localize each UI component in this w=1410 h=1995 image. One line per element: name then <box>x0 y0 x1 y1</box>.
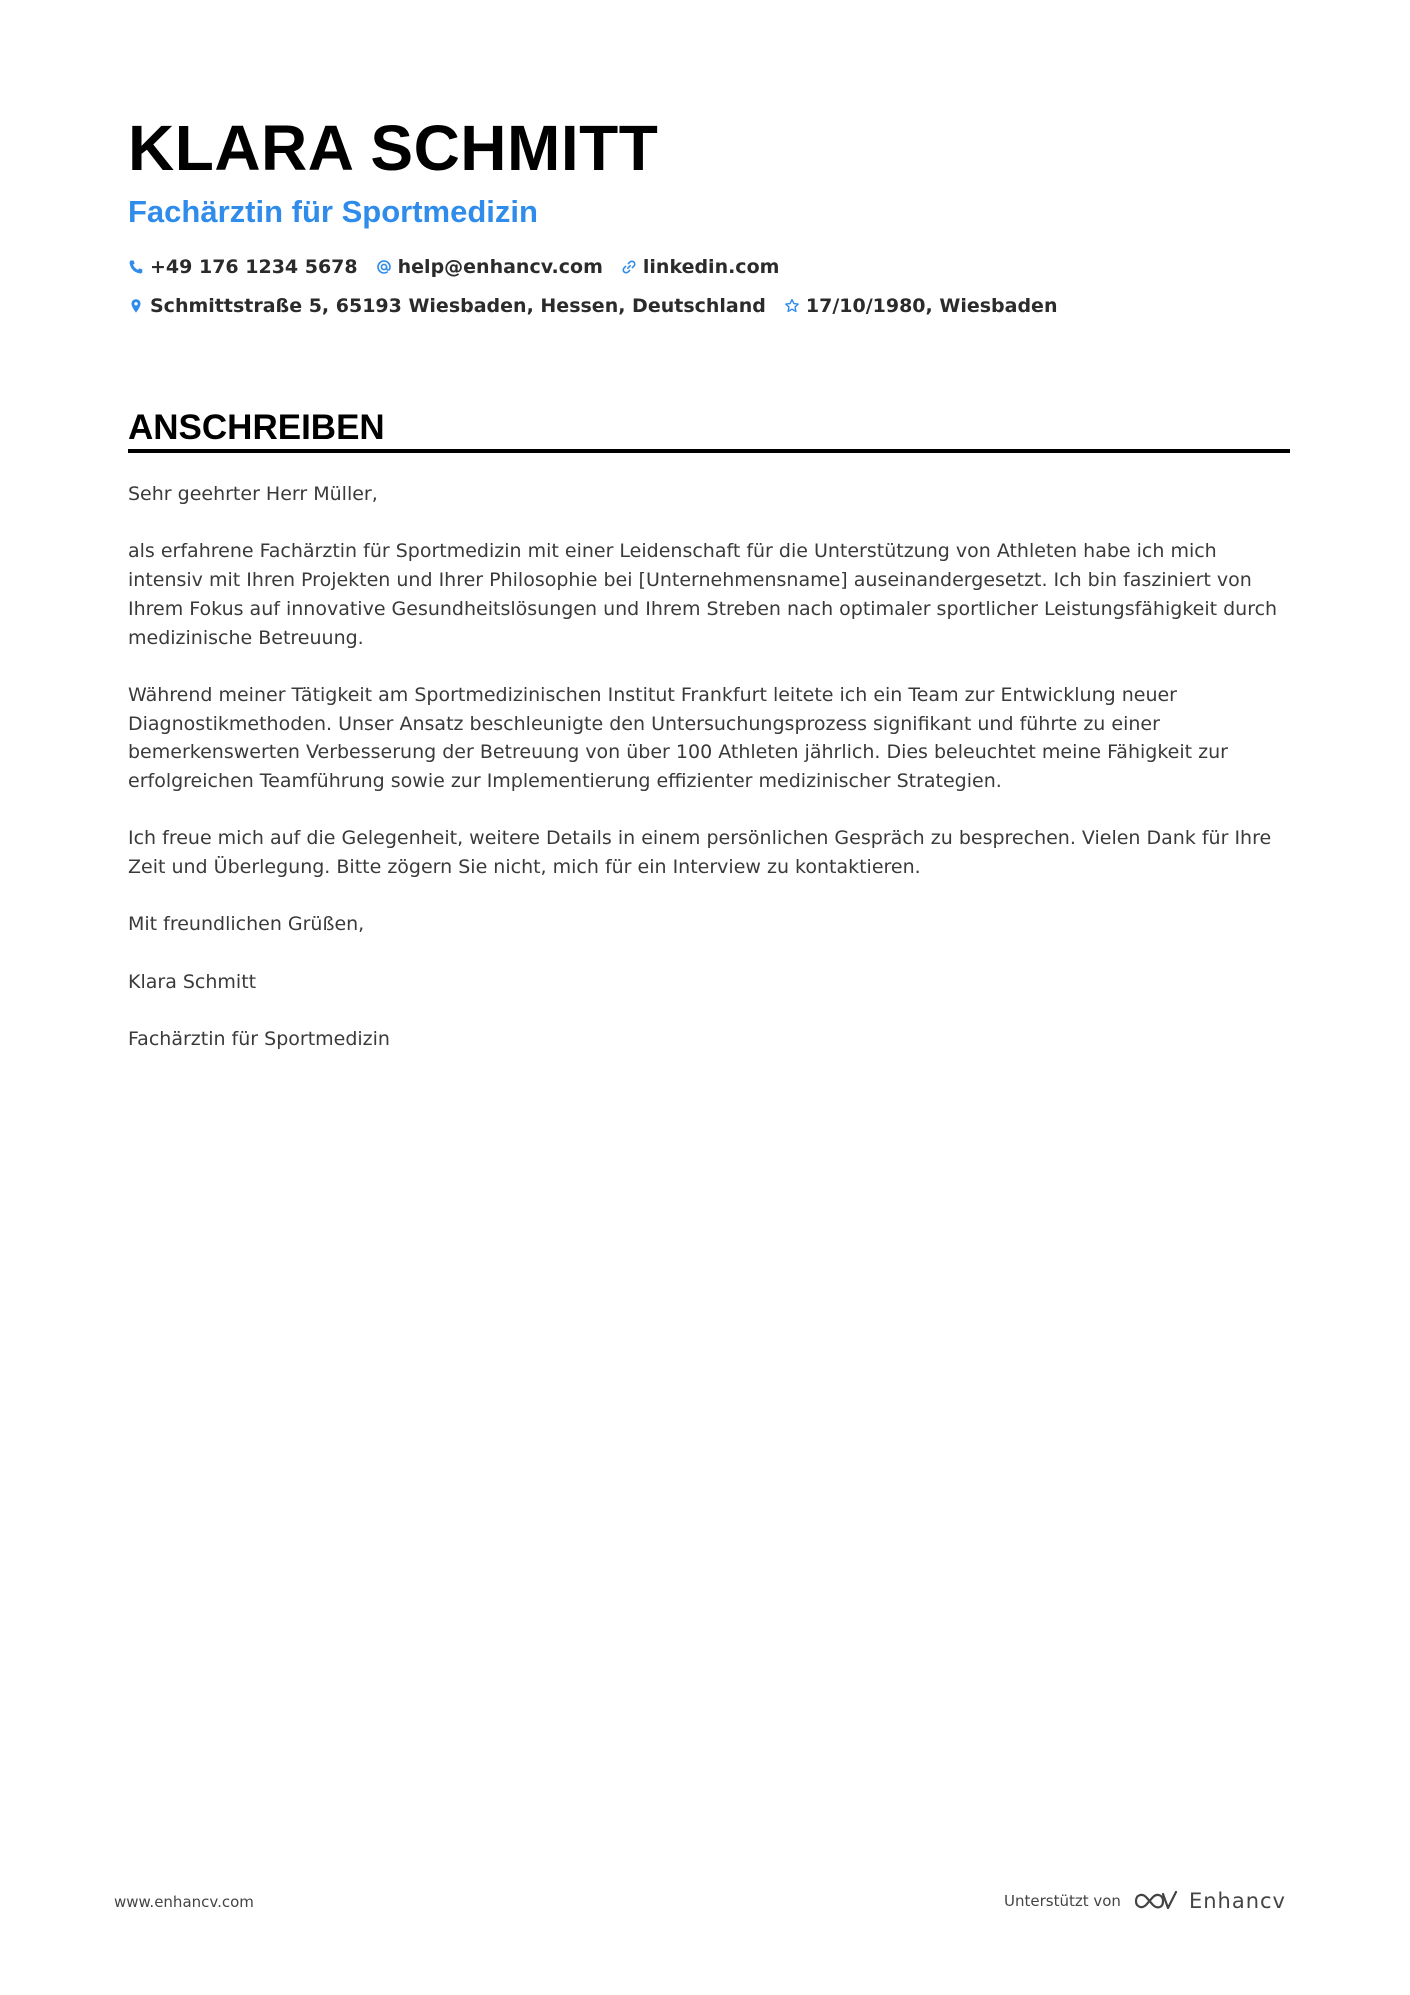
link-icon <box>621 259 637 275</box>
footer-branding <box>1004 1888 1286 1914</box>
signature-title: Fachärztin für Sportmedizin <box>128 1028 390 1051</box>
birth-date-place: 17/10/1980, Wiesbaden <box>805 295 1058 317</box>
contact-linkedin <box>621 253 780 281</box>
contact-birth <box>784 292 1058 320</box>
at-icon <box>376 259 392 275</box>
letter-body <box>128 480 1293 1083</box>
letter-paragraph: als erfahrene Fachärztin für Sportmedizin mit einer Leidenschaft für die Unterstützung von Athleten habe ich mich intensiv mit Ihren Projekten und Ihrer Philosophie bei [Unternehmensname] auseinandergesetzt. Ich bin fasziniert von Ihrem Fokus auf innovative Gesundheitslösungen und Ihrem Streben nach optimaler sportlicher Leistungsfähigkeit durch medizinische Betreuung. <box>128 540 1278 649</box>
powered-by-label: Unterstützt von <box>1004 1892 1121 1910</box>
footer-website-link[interactable]: www.enhancv.com <box>114 1893 254 1911</box>
contact-row-secondary <box>128 292 1075 320</box>
letter-paragraph: Ich freue mich auf die Gelegenheit, weitere Details in einem persönlichen Gespräch zu besprechen. Vielen Dank für Ihre Zeit und Überlegung. Bitte zögern Sie nicht, mich für ein Interview zu kontaktieren. <box>128 827 1272 879</box>
phone-icon <box>128 259 144 275</box>
postal-address: Schmittstraße 5, 65193 Wiesbaden, Hessen, Deutschland <box>150 295 766 317</box>
contact-row-primary <box>128 253 797 281</box>
section-title: ANSCHREIBEN <box>128 408 385 447</box>
section-divider <box>128 449 1290 453</box>
letter-closing: Mit freundlichen Grüßen, <box>128 913 365 936</box>
location-pin-icon <box>128 298 144 314</box>
candidate-title: Fachärztin für Sportmedizin <box>128 194 538 229</box>
star-icon <box>784 298 800 314</box>
brand-name: Enhancv <box>1188 1889 1286 1913</box>
email-address: help@enhancv.com <box>397 256 603 278</box>
letter-paragraph: Während meiner Tätigkeit am Sportmedizinischen Institut Frankfurt leitete ich ein Team zur Entwicklung neuer Diagnostikmethoden. Unser Ansatz beschleunigte den Untersuchungsprozess signifikant und führte zu einer bemerkenswerten Verbesserung der Betreuung von über 100 Athleten jährlich. Dies beleuchtet meine Fähigkeit zur erfolgreichen Teamführung sowie zur Implementierung effizienter medizinischer Strategien. <box>128 683 1228 792</box>
enhancv-logo-icon <box>1133 1888 1179 1914</box>
contact-email <box>376 253 603 281</box>
contact-phone <box>128 253 358 281</box>
contact-address <box>128 292 766 320</box>
signature-name: Klara Schmitt <box>128 970 257 993</box>
linkedin-url: linkedin.com <box>642 256 780 278</box>
candidate-name: KLARA SCHMITT <box>128 112 659 184</box>
phone-number: +49 176 1234 5678 <box>150 256 358 278</box>
letter-greeting: Sehr geehrter Herr Müller, <box>128 483 378 505</box>
